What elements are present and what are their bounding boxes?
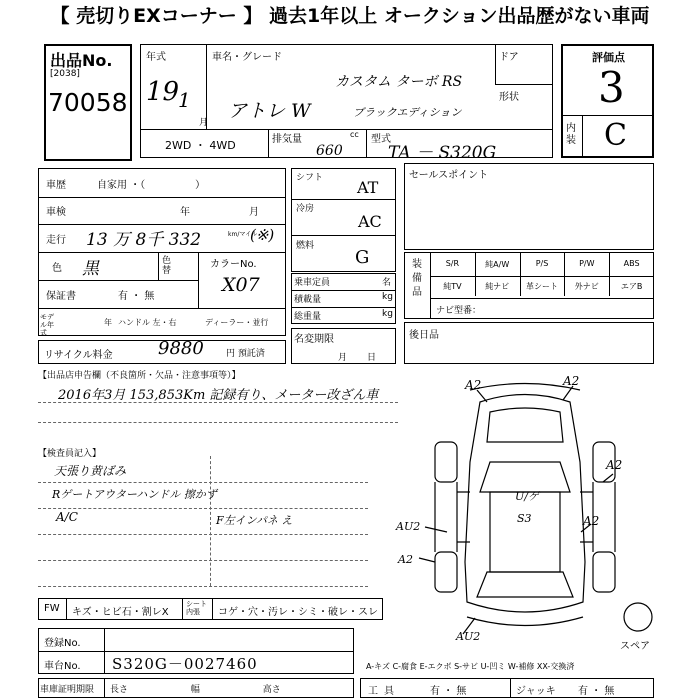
score-label: 評価点 <box>592 51 625 64</box>
inspector-label: 【検査員記入】 <box>38 449 102 459</box>
equipment-label: 装備品 <box>412 259 422 298</box>
declaration-label: 【出品店申告欄（不良箇所・欠品・注意事項等）】 <box>38 371 241 381</box>
inspection-month: 月 <box>249 207 259 218</box>
color-handwritten: 黒 <box>82 259 99 279</box>
equipment-item: エアB <box>620 282 643 291</box>
ac-label: 冷房 <box>296 204 315 214</box>
color-change-label: 色替 <box>162 256 172 276</box>
later-box <box>404 322 654 364</box>
reg-label: 登録No. <box>44 638 81 649</box>
diagram-mark-2: A2 <box>563 374 580 388</box>
shift-handwritten: AT <box>357 178 379 197</box>
history-value: 自家用 ・（ ） <box>97 180 206 191</box>
lot-label: 出品No. <box>50 51 113 70</box>
color-no-handwritten: X07 <box>222 274 260 296</box>
fuel-handwritten: G <box>355 247 370 268</box>
fuel-label: 燃料 <box>296 241 315 251</box>
drive-label: 2WD ・ 4WD <box>165 139 236 152</box>
displacement-unit: cc <box>350 130 359 139</box>
fw-items: キズ・ヒビ石・割レX <box>72 607 169 618</box>
diagram-mark-3: A2 <box>606 458 623 472</box>
load-unit: kg <box>382 292 393 302</box>
model-handwritten: TA － S320G <box>388 143 497 163</box>
spare-label: スペア <box>620 641 650 652</box>
recycle-unit: 円 預託済 <box>226 349 265 359</box>
history-label: 車歴 <box>46 180 66 191</box>
declaration-handwritten: 2016年3月 153,853Km 記録有り、メーター改ざん車 <box>58 388 379 403</box>
sales-label: セールスポイント <box>409 170 489 181</box>
name-label: 車名・グレード <box>212 52 282 63</box>
weight-unit: kg <box>382 309 393 319</box>
diagram-mark-1: A2 <box>465 378 482 392</box>
shift-label: シフト <box>296 173 324 183</box>
diagram-mark-4: A2 <box>583 514 600 528</box>
dealer-label: ディーラー・並行 <box>205 318 269 327</box>
cert-fields: 長さ 幅 高さ <box>110 685 281 695</box>
equipment-item: S/R <box>445 259 460 268</box>
equipment-item: 純TV <box>443 282 462 291</box>
name-change-unit: 月日 <box>338 353 397 363</box>
score-value: 3 <box>598 63 625 112</box>
equipment-item: P/W <box>579 259 595 268</box>
name-handwritten: アトレ W <box>228 100 311 122</box>
year-label: 年式 <box>146 52 166 63</box>
warranty-label: 保証書 <box>46 291 76 302</box>
displacement-label: 排気量 <box>272 134 302 145</box>
seat-label: シート内張 <box>186 600 207 616</box>
interior-value: C <box>604 118 627 153</box>
diagram-mark-7: AU2 <box>456 630 481 643</box>
cert-label: 車庫証明期限 <box>40 685 95 695</box>
weight-label: 総重量 <box>294 312 322 322</box>
fw-label: FW <box>44 603 60 614</box>
seat-items: コゲ・穴・汚レ・シミ・破レ・スレ <box>218 607 378 618</box>
equipment-item: 革シート <box>525 282 558 291</box>
equipment-item: 純ナビ <box>485 282 510 291</box>
mileage-unit: km/マイル <box>228 231 258 238</box>
inspection-year: 年 <box>180 207 190 218</box>
ac-handwritten: AC <box>358 212 382 231</box>
model-label: 型式 <box>371 134 391 145</box>
header-title: 【 売切りEXコーナー 】 過去1年以上 オークション出品歴がない車両 <box>50 5 650 27</box>
navi-label: ナビ型番： <box>436 306 482 316</box>
name-change-label: 名変期限 <box>294 334 334 345</box>
shape-label: 形状 <box>499 92 519 103</box>
warranty-value: 有 ・ 無 <box>118 291 155 302</box>
equipment-item: 純A/W <box>485 260 510 269</box>
recycle-label: リサイクル料金 <box>44 350 113 361</box>
handle-label: ハンドル 左・右 <box>118 318 177 327</box>
month-unit: 月 <box>199 118 209 128</box>
inspection-label: 車検 <box>46 207 66 218</box>
interior-label: 内装 <box>566 123 576 146</box>
tools-label: 工具 <box>368 686 400 697</box>
diagram-note: U/ゲ <box>515 490 539 503</box>
equipment-item: 外ナビ <box>574 282 599 291</box>
diagram-s3: S3 <box>517 512 532 525</box>
year-month: 1 <box>178 88 191 112</box>
mileage-handwritten: 13 万 8千 332 <box>86 230 202 250</box>
lot-number: 70058 <box>48 88 128 117</box>
color-note-handwritten: ブラックエディション <box>353 106 462 119</box>
inspector-line2: Rゲートアウターハンドル 擦かず <box>52 488 217 501</box>
chassis-label: 車台No. <box>44 661 81 672</box>
model-year-label: モデル年式 <box>40 313 54 337</box>
color-label: 色 <box>52 263 62 274</box>
mileage-flag: (※) <box>250 226 275 244</box>
color-no-label: カラーNo. <box>210 259 257 270</box>
displacement-handwritten: 660 <box>316 143 343 159</box>
grade-handwritten: カスタム ターボ RS <box>335 74 463 90</box>
door-label: ドア <box>499 52 519 63</box>
chassis-handwritten: S320G－0027460 <box>112 655 258 673</box>
recycle-handwritten: 9880 <box>158 338 204 359</box>
diagram-mark-6: A2 <box>398 553 413 566</box>
model-year-unit: 年 <box>104 318 112 327</box>
lot-code: [2038] <box>50 69 80 79</box>
load-label: 積載量 <box>294 295 322 305</box>
mileage-label: 走行 <box>46 235 66 246</box>
capacity-label: 乗車定員 <box>294 278 331 288</box>
jack-label: ジャッキ <box>516 686 556 697</box>
year-era: 19 <box>146 77 180 107</box>
equipment-item: ABS <box>623 259 640 268</box>
inspector-line3b: F左インパネ え <box>216 514 293 527</box>
inspector-line1: 天張り黄ばみ <box>54 464 127 478</box>
equipment-item: P/S <box>535 259 549 268</box>
later-label: 後日品 <box>409 330 439 341</box>
diagram-mark-5: AU2 <box>396 520 421 533</box>
inspector-line3: A/C <box>56 510 78 524</box>
capacity-unit: 名 <box>382 278 392 288</box>
jack-value: 有 ・ 無 <box>578 686 615 697</box>
tools-value: 有 ・ 無 <box>430 686 467 697</box>
legend-text: A-キズ C-腐食 E-エクボ S-サビ U-凹ミ W-補修 XX-交換済 <box>366 662 575 671</box>
